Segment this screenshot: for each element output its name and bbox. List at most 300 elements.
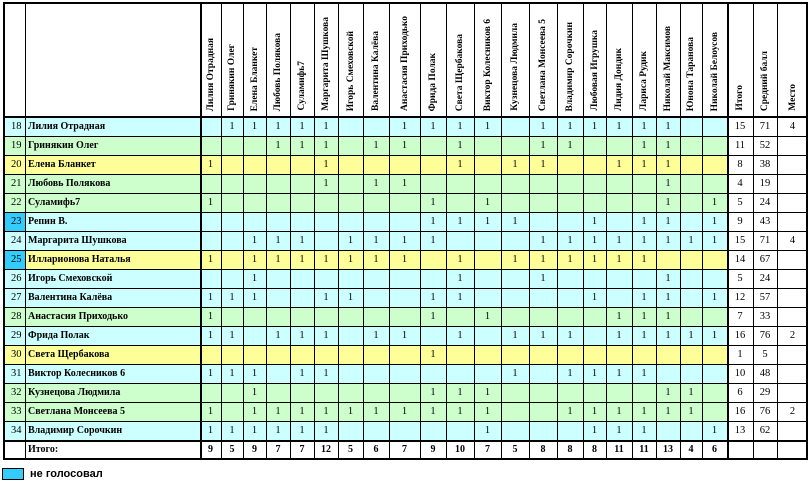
vote-cell: 1 bbox=[557, 250, 583, 269]
vote-cell bbox=[680, 250, 702, 269]
vote-cell bbox=[501, 307, 529, 326]
vote-cell bbox=[243, 307, 266, 326]
vote-cell bbox=[680, 193, 702, 212]
vote-cell bbox=[583, 307, 606, 326]
vote-cell bbox=[557, 288, 583, 307]
vote-cell bbox=[200, 117, 221, 136]
vote-cell: 1 bbox=[446, 117, 474, 136]
vote-cell bbox=[389, 421, 420, 440]
column-header-label: Владимир Сорочкин bbox=[565, 21, 575, 111]
vote-cell: 1 bbox=[420, 212, 446, 231]
vote-cell: 1 bbox=[606, 117, 632, 136]
vote-cell bbox=[501, 288, 529, 307]
vote-cell bbox=[200, 345, 221, 364]
column-header-label: Любовая Игрушка bbox=[589, 30, 600, 111]
row-place bbox=[777, 212, 808, 231]
vote-cell bbox=[200, 383, 221, 402]
vote-cell: 1 bbox=[632, 402, 656, 421]
column-total: 8 bbox=[557, 440, 583, 459]
row-place: 2 bbox=[777, 326, 808, 345]
vote-cell: 1 bbox=[243, 231, 266, 250]
row-total: 5 bbox=[727, 269, 753, 288]
column-total: 7 bbox=[389, 440, 420, 459]
vote-cell bbox=[446, 345, 474, 364]
vote-cell bbox=[606, 136, 632, 155]
row-number: 25 bbox=[3, 250, 25, 269]
row-number: 20 bbox=[3, 155, 25, 174]
vote-cell: 1 bbox=[632, 326, 656, 345]
column-header bbox=[314, 2, 338, 117]
vote-cell: 1 bbox=[200, 250, 221, 269]
vote-cell: 1 bbox=[389, 231, 420, 250]
participant-name: Кузнецова Людмила bbox=[25, 383, 200, 402]
column-total: 6 bbox=[363, 440, 389, 459]
vote-cell bbox=[420, 364, 446, 383]
vote-cell: 1 bbox=[200, 421, 221, 440]
row-place bbox=[777, 250, 808, 269]
vote-cell: 1 bbox=[702, 231, 727, 250]
column-header-label: Юнона Таранова bbox=[686, 36, 696, 111]
column-total: 5 bbox=[221, 440, 243, 459]
column-total: 7 bbox=[266, 440, 290, 459]
vote-cell bbox=[314, 345, 338, 364]
vote-cell: 1 bbox=[314, 117, 338, 136]
row-average: 76 bbox=[753, 402, 777, 421]
row-number: 32 bbox=[3, 383, 25, 402]
vote-cell bbox=[200, 231, 221, 250]
row-average: 62 bbox=[753, 421, 777, 440]
participant-name: Игорь Смеховской bbox=[25, 269, 200, 288]
vote-cell bbox=[290, 345, 314, 364]
vote-cell: 1 bbox=[338, 231, 363, 250]
vote-cell: 1 bbox=[632, 250, 656, 269]
vote-cell bbox=[557, 212, 583, 231]
vote-cell bbox=[656, 364, 680, 383]
vote-cell: 1 bbox=[446, 383, 474, 402]
vote-cell: 1 bbox=[583, 288, 606, 307]
vote-cell bbox=[702, 307, 727, 326]
vote-cell: 1 bbox=[557, 231, 583, 250]
column-total: 5 bbox=[338, 440, 363, 459]
vote-cell: 1 bbox=[656, 117, 680, 136]
vote-cell bbox=[606, 383, 632, 402]
row-number: 24 bbox=[3, 231, 25, 250]
vote-cell: 1 bbox=[314, 326, 338, 345]
vote-cell bbox=[243, 212, 266, 231]
vote-cell bbox=[221, 155, 243, 174]
vote-cell bbox=[474, 231, 501, 250]
row-place bbox=[777, 193, 808, 212]
vote-cell: 1 bbox=[557, 402, 583, 421]
vote-cell: 1 bbox=[606, 250, 632, 269]
vote-cell bbox=[656, 250, 680, 269]
vote-cell bbox=[420, 250, 446, 269]
vote-cell: 1 bbox=[243, 364, 266, 383]
participant-name: Владимир Сорочкин bbox=[25, 421, 200, 440]
vote-cell bbox=[583, 326, 606, 345]
vote-cell bbox=[314, 193, 338, 212]
grid-line bbox=[3, 174, 808, 175]
column-header-label: Лидия Дондик bbox=[614, 48, 624, 111]
vote-cell bbox=[290, 269, 314, 288]
total-header-label: Итого bbox=[735, 85, 745, 111]
vote-cell: 1 bbox=[632, 136, 656, 155]
vote-cell bbox=[338, 326, 363, 345]
vote-cell bbox=[290, 174, 314, 193]
vote-cell bbox=[583, 345, 606, 364]
vote-cell: 1 bbox=[583, 402, 606, 421]
vote-cell bbox=[290, 288, 314, 307]
vote-cell bbox=[583, 269, 606, 288]
vote-cell bbox=[557, 307, 583, 326]
vote-cell: 1 bbox=[266, 421, 290, 440]
vote-cell bbox=[338, 155, 363, 174]
vote-cell: 1 bbox=[501, 364, 529, 383]
column-total: 11 bbox=[632, 440, 656, 459]
vote-cell: 1 bbox=[474, 383, 501, 402]
row-average: 76 bbox=[753, 326, 777, 345]
vote-cell: 1 bbox=[557, 326, 583, 345]
vote-cell: 1 bbox=[702, 288, 727, 307]
row-place bbox=[777, 136, 808, 155]
vote-cell: 1 bbox=[501, 250, 529, 269]
vote-cell: 1 bbox=[221, 364, 243, 383]
row-number: 18 bbox=[3, 117, 25, 136]
row-average: 24 bbox=[753, 269, 777, 288]
vote-cell bbox=[338, 364, 363, 383]
vote-cell bbox=[221, 250, 243, 269]
vote-cell bbox=[557, 383, 583, 402]
vote-cell bbox=[501, 174, 529, 193]
row-total: 4 bbox=[727, 174, 753, 193]
column-total: 10 bbox=[446, 440, 474, 459]
grid-line bbox=[3, 269, 808, 270]
vote-cell bbox=[529, 345, 557, 364]
vote-cell bbox=[389, 364, 420, 383]
vote-cell bbox=[606, 193, 632, 212]
row-place bbox=[777, 269, 808, 288]
vote-cell bbox=[363, 307, 389, 326]
grid-line bbox=[3, 383, 808, 384]
vote-cell bbox=[221, 269, 243, 288]
grid-line bbox=[3, 440, 808, 442]
row-average: 33 bbox=[753, 307, 777, 326]
row-total: 12 bbox=[727, 288, 753, 307]
column-header-label: Суламифь7 bbox=[297, 61, 307, 111]
participant-name: Репин В. bbox=[25, 212, 200, 231]
vote-cell: 1 bbox=[243, 117, 266, 136]
vote-cell: 1 bbox=[266, 326, 290, 345]
legend bbox=[2, 467, 103, 481]
vote-cell bbox=[702, 269, 727, 288]
legend-swatch bbox=[2, 468, 24, 480]
vote-cell: 1 bbox=[243, 402, 266, 421]
vote-cell bbox=[702, 402, 727, 421]
vote-cell bbox=[420, 421, 446, 440]
vote-cell: 1 bbox=[606, 402, 632, 421]
row-total: 9 bbox=[727, 212, 753, 231]
vote-cell: 1 bbox=[266, 250, 290, 269]
row-average: 71 bbox=[753, 117, 777, 136]
column-header bbox=[446, 2, 474, 117]
column-total: 7 bbox=[474, 440, 501, 459]
column-header-label: Лариса Рудик bbox=[639, 51, 649, 111]
vote-cell: 1 bbox=[583, 421, 606, 440]
vote-cell bbox=[363, 383, 389, 402]
participant-name: Лилия Отрадная bbox=[25, 117, 200, 136]
vote-cell: 1 bbox=[420, 288, 446, 307]
column-total: 7 bbox=[290, 440, 314, 459]
row-number: 19 bbox=[3, 136, 25, 155]
row-number: 26 bbox=[3, 269, 25, 288]
vote-cell: 1 bbox=[290, 421, 314, 440]
row-total: 16 bbox=[727, 326, 753, 345]
vote-cell bbox=[389, 307, 420, 326]
vote-cell: 1 bbox=[200, 288, 221, 307]
row-number: 34 bbox=[3, 421, 25, 440]
vote-cell: 1 bbox=[656, 193, 680, 212]
vote-cell bbox=[529, 307, 557, 326]
row-total: 15 bbox=[727, 231, 753, 250]
vote-cell: 1 bbox=[702, 193, 727, 212]
vote-cell bbox=[446, 421, 474, 440]
vote-cell: 1 bbox=[266, 117, 290, 136]
vote-cell bbox=[680, 136, 702, 155]
participant-name: Илларионова Наталья bbox=[25, 250, 200, 269]
vote-cell: 1 bbox=[474, 212, 501, 231]
column-header-label: Виктор Колесников 6 bbox=[482, 18, 493, 111]
row-number: 31 bbox=[3, 364, 25, 383]
vote-cell bbox=[501, 383, 529, 402]
vote-cell bbox=[338, 345, 363, 364]
vote-cell: 1 bbox=[363, 136, 389, 155]
column-header-label: Лилия Отрадная bbox=[205, 37, 216, 111]
vote-cell: 1 bbox=[420, 117, 446, 136]
column-header bbox=[363, 2, 389, 117]
participant-name: Света Щербакова bbox=[25, 345, 200, 364]
participant-name: Валентина Калёва bbox=[25, 288, 200, 307]
vote-cell: 1 bbox=[200, 364, 221, 383]
vote-cell: 1 bbox=[606, 231, 632, 250]
vote-cell bbox=[680, 269, 702, 288]
vote-cell bbox=[474, 326, 501, 345]
vote-cell: 1 bbox=[314, 402, 338, 421]
vote-cell: 1 bbox=[501, 212, 529, 231]
vote-cell bbox=[606, 345, 632, 364]
vote-cell: 1 bbox=[221, 288, 243, 307]
column-total: 6 bbox=[702, 440, 727, 459]
vote-cell bbox=[501, 402, 529, 421]
vote-cell: 1 bbox=[606, 364, 632, 383]
vote-cell: 1 bbox=[606, 307, 632, 326]
vote-cell bbox=[583, 136, 606, 155]
row-total: 14 bbox=[727, 250, 753, 269]
vote-cell: 1 bbox=[656, 136, 680, 155]
vote-cell bbox=[338, 117, 363, 136]
vote-cell bbox=[446, 364, 474, 383]
vote-cell bbox=[389, 155, 420, 174]
vote-cell bbox=[501, 345, 529, 364]
vote-cell bbox=[680, 155, 702, 174]
column-header-label: Любовь Полякова bbox=[273, 32, 283, 111]
vote-cell: 1 bbox=[221, 326, 243, 345]
column-total: 11 bbox=[606, 440, 632, 459]
vote-cell: 1 bbox=[557, 117, 583, 136]
vote-cell: 1 bbox=[680, 326, 702, 345]
grid-line bbox=[3, 250, 808, 251]
vote-cell: 1 bbox=[389, 402, 420, 421]
vote-cell: 1 bbox=[314, 421, 338, 440]
vote-cell: 1 bbox=[200, 193, 221, 212]
vote-cell bbox=[266, 174, 290, 193]
row-place bbox=[777, 174, 808, 193]
vote-cell bbox=[338, 193, 363, 212]
row-average: 67 bbox=[753, 250, 777, 269]
row-place bbox=[777, 421, 808, 440]
vote-cell bbox=[266, 345, 290, 364]
vote-cell: 1 bbox=[314, 250, 338, 269]
row-place: 2 bbox=[777, 402, 808, 421]
vote-cell bbox=[702, 383, 727, 402]
column-total: 13 bbox=[656, 440, 680, 459]
vote-cell: 1 bbox=[200, 307, 221, 326]
grid-line bbox=[3, 136, 808, 137]
column-header-label: Валентина Калёва bbox=[371, 31, 381, 111]
vote-cell bbox=[420, 326, 446, 345]
vote-cell bbox=[446, 307, 474, 326]
vote-cell bbox=[221, 231, 243, 250]
vote-cell: 1 bbox=[389, 250, 420, 269]
column-header bbox=[680, 2, 702, 117]
vote-cell bbox=[243, 136, 266, 155]
column-header-label: Николай Белоусов bbox=[709, 31, 720, 111]
row-number: 27 bbox=[3, 288, 25, 307]
vote-cell bbox=[389, 269, 420, 288]
vote-cell bbox=[363, 117, 389, 136]
vote-cell: 1 bbox=[363, 174, 389, 193]
vote-cell bbox=[200, 269, 221, 288]
vote-cell bbox=[221, 136, 243, 155]
participant-name: Любовь Полякова bbox=[25, 174, 200, 193]
vote-cell bbox=[221, 402, 243, 421]
participant-name: Суламифь7 bbox=[25, 193, 200, 212]
row-number: 28 bbox=[3, 307, 25, 326]
vote-cell bbox=[221, 345, 243, 364]
row-place bbox=[777, 155, 808, 174]
vote-cell: 1 bbox=[290, 364, 314, 383]
column-header bbox=[200, 2, 221, 117]
vote-cell bbox=[529, 174, 557, 193]
vote-cell bbox=[702, 117, 727, 136]
vote-cell bbox=[221, 174, 243, 193]
row-place: 4 bbox=[777, 117, 808, 136]
vote-cell: 1 bbox=[338, 402, 363, 421]
vote-cell bbox=[446, 231, 474, 250]
column-header-label: Света Щербакова bbox=[455, 33, 465, 111]
vote-cell: 1 bbox=[243, 250, 266, 269]
vote-cell: 1 bbox=[656, 326, 680, 345]
row-place bbox=[777, 288, 808, 307]
vote-cell bbox=[266, 307, 290, 326]
vote-cell: 1 bbox=[529, 231, 557, 250]
vote-cell: 1 bbox=[363, 250, 389, 269]
vote-cell: 1 bbox=[702, 326, 727, 345]
vote-cell: 1 bbox=[583, 364, 606, 383]
vote-cell bbox=[363, 421, 389, 440]
vote-cell: 1 bbox=[557, 364, 583, 383]
vote-cell: 1 bbox=[583, 231, 606, 250]
vote-cell bbox=[632, 174, 656, 193]
vote-cell: 1 bbox=[389, 326, 420, 345]
vote-cell bbox=[557, 155, 583, 174]
totals-corner bbox=[3, 440, 25, 459]
vote-cell bbox=[501, 421, 529, 440]
vote-cell bbox=[363, 193, 389, 212]
row-total: 5 bbox=[727, 193, 753, 212]
row-total: 1 bbox=[727, 345, 753, 364]
column-header bbox=[420, 2, 446, 117]
vote-cell bbox=[529, 421, 557, 440]
vote-cell: 1 bbox=[314, 288, 338, 307]
vote-cell: 1 bbox=[389, 174, 420, 193]
vote-cell: 1 bbox=[446, 402, 474, 421]
vote-cell: 1 bbox=[606, 155, 632, 174]
grid-line bbox=[3, 458, 808, 460]
grid-line bbox=[3, 155, 808, 156]
vote-cell bbox=[474, 364, 501, 383]
vote-cell bbox=[243, 155, 266, 174]
vote-cell: 1 bbox=[221, 421, 243, 440]
vote-cell bbox=[702, 250, 727, 269]
vote-cell bbox=[702, 155, 727, 174]
vote-cell: 1 bbox=[446, 326, 474, 345]
vote-cell bbox=[583, 193, 606, 212]
vote-cell: 1 bbox=[529, 269, 557, 288]
vote-cell: 1 bbox=[446, 136, 474, 155]
grid-line bbox=[3, 2, 808, 4]
vote-cell bbox=[314, 307, 338, 326]
grid-line bbox=[3, 288, 808, 289]
vote-cell bbox=[314, 212, 338, 231]
header-corner bbox=[3, 2, 25, 117]
vote-cell bbox=[290, 193, 314, 212]
grid-line bbox=[3, 421, 808, 422]
row-total: 7 bbox=[727, 307, 753, 326]
vote-cell: 1 bbox=[656, 402, 680, 421]
vote-cell: 1 bbox=[474, 421, 501, 440]
vote-cell bbox=[680, 364, 702, 383]
row-average: 52 bbox=[753, 136, 777, 155]
vote-cell: 1 bbox=[290, 326, 314, 345]
vote-cell: 1 bbox=[529, 136, 557, 155]
vote-cell: 1 bbox=[290, 250, 314, 269]
vote-cell bbox=[680, 307, 702, 326]
vote-cell: 1 bbox=[680, 383, 702, 402]
vote-cell bbox=[338, 307, 363, 326]
grid-line bbox=[3, 326, 808, 327]
row-total: 11 bbox=[727, 136, 753, 155]
vote-cell: 1 bbox=[501, 155, 529, 174]
vote-cell: 1 bbox=[632, 288, 656, 307]
row-total: 15 bbox=[727, 117, 753, 136]
column-header bbox=[583, 2, 606, 117]
grid-line bbox=[3, 364, 808, 365]
vote-cell: 1 bbox=[446, 155, 474, 174]
vote-cell: 1 bbox=[363, 231, 389, 250]
vote-cell: 1 bbox=[632, 155, 656, 174]
column-total: 5 bbox=[501, 440, 529, 459]
column-header-label: Николай Максимов bbox=[663, 25, 673, 111]
